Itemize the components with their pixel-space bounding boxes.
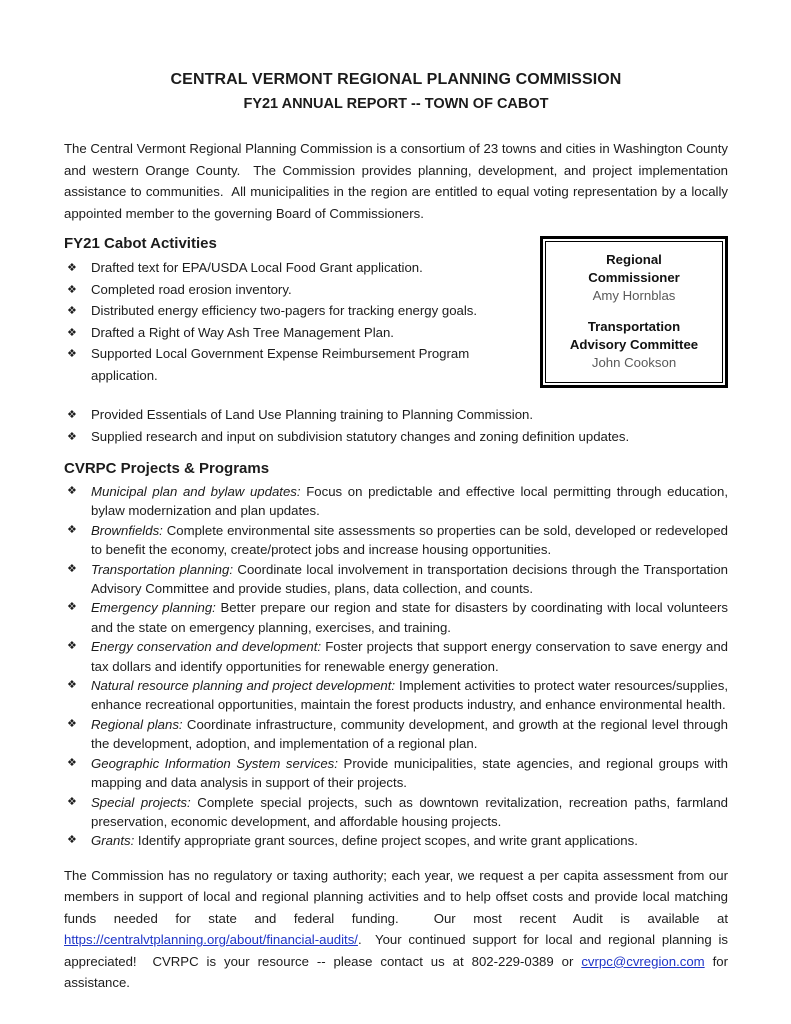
diamond-bullet-icon: ❖ bbox=[67, 600, 77, 614]
page-subtitle: FY21 ANNUAL REPORT -- TOWN OF CABOT bbox=[243, 96, 549, 112]
list-item bbox=[64, 482, 728, 521]
list-item bbox=[64, 754, 728, 793]
activities-section bbox=[64, 234, 728, 447]
closing-paragraph bbox=[64, 865, 728, 994]
closing-text-2: . Your continued support for local and regional planning is appreciated! CVRPC is your resource -- please contact us at 802-229-0389 or bbox=[64, 932, 728, 969]
activities-heading: FY21 Cabot Activities bbox=[64, 235, 217, 252]
list-item-lead: Transportation planning: bbox=[91, 561, 233, 577]
diamond-bullet-icon: ❖ bbox=[67, 261, 77, 274]
cvrpc-email-link[interactable]: cvrpc@cvregion.com bbox=[581, 953, 705, 969]
diamond-bullet-icon: ❖ bbox=[67, 484, 77, 497]
list-item-text: Identify appropriate grant sources, define project scopes, and write grant applications. bbox=[137, 833, 638, 849]
list-item-lead: Grants: bbox=[91, 833, 135, 849]
list-item-lead: Regional plans: bbox=[91, 716, 183, 732]
list-item-lead: Brownfields: bbox=[91, 522, 163, 538]
list-item-lead: Natural resource planning and project development: bbox=[91, 678, 396, 694]
list-item-lead: Special projects: bbox=[91, 794, 191, 810]
list-item bbox=[64, 322, 728, 344]
list-item bbox=[64, 257, 728, 279]
list-item-text: Drafted text for EPA/USDA Local Food Grant application. bbox=[91, 260, 423, 275]
diamond-bullet-icon: ❖ bbox=[67, 408, 77, 421]
list-item bbox=[64, 560, 728, 599]
diamond-bullet-icon: ❖ bbox=[67, 561, 77, 575]
list-item-text: Complete environmental site assessments so properties can be sold, developed or redeveloped to benefit the economy, create/protect jobs and increase housing opportunities. bbox=[91, 522, 728, 558]
list-item bbox=[64, 831, 728, 850]
list-item-text: Provided Essentials of Land Use Planning training to Planning Commission. bbox=[91, 407, 534, 422]
projects-list bbox=[64, 482, 728, 851]
list-item-text: Better prepare our region and state for disasters by coordinating with local volunteers and the state on emergency planning, exercises, and training. bbox=[91, 600, 728, 635]
page-title: CENTRAL VERMONT REGIONAL PLANNING COMMISSION bbox=[170, 71, 622, 88]
list-item-text: Foster projects that support energy conservation to save energy and tax dollars and identify opportunities for renewable energy generation. bbox=[91, 639, 729, 674]
list-item-text: Supplied research and input on subdivision statutory changes and zoning definition updates. bbox=[91, 428, 630, 444]
commissioner-role-label: Regional Commissioner bbox=[588, 252, 680, 285]
list-item-text: Complete special projects, such as downtown revitalization, recreation paths, farmland preservation, economic development, and affordable housing projects. bbox=[91, 794, 728, 829]
diamond-bullet-icon: ❖ bbox=[67, 755, 77, 769]
list-item bbox=[64, 676, 728, 715]
list-item-text: Supported Local Government Expense Reimbursement Program application. bbox=[91, 346, 470, 383]
list-item bbox=[64, 521, 728, 560]
list-item-text: Focus on predictable and effective local permitting through education, bylaw modernization and plan updates. bbox=[91, 484, 729, 519]
diamond-bullet-icon: ❖ bbox=[67, 282, 77, 296]
list-item-lead: Geographic Information System services: bbox=[91, 755, 338, 771]
list-item-text: Drafted a Right of Way Ash Tree Management Plan. bbox=[91, 324, 394, 340]
list-item-text: Distributed energy efficiency two-pagers for tracking energy goals. bbox=[91, 303, 478, 318]
diamond-bullet-icon: ❖ bbox=[67, 429, 77, 443]
diamond-bullet-icon: ❖ bbox=[67, 325, 77, 339]
list-item-text: Coordinate infrastructure, community development, and growth at the regional level through the development, adoption, and implementation of a regional plan. bbox=[91, 716, 728, 752]
projects-heading: CVRPC Projects & Programs bbox=[64, 460, 270, 477]
diamond-bullet-icon: ❖ bbox=[67, 347, 77, 360]
diamond-bullet-icon: ❖ bbox=[67, 678, 77, 692]
list-item-lead: Emergency planning: bbox=[91, 600, 216, 616]
tac-name: John Cookson bbox=[591, 355, 677, 370]
list-item bbox=[64, 343, 519, 386]
list-item-text: Implement activities to protect water resources/supplies, enhance recreational opportunities, maintain the forest products industry, and enhance environmental health. bbox=[91, 678, 728, 713]
list-item bbox=[64, 715, 728, 754]
financial-audits-link[interactable]: https://centralvtplanning.org/about/financial-audits/ bbox=[64, 932, 358, 948]
commissioner-name: Amy Hornblas bbox=[592, 288, 676, 303]
list-item bbox=[64, 598, 728, 637]
list-item-lead: Energy conservation and development: bbox=[91, 639, 322, 655]
list-item bbox=[64, 637, 728, 676]
diamond-bullet-icon: ❖ bbox=[67, 639, 77, 653]
list-item bbox=[64, 300, 728, 322]
diamond-bullet-icon: ❖ bbox=[67, 794, 77, 808]
projects-section bbox=[64, 459, 728, 851]
list-item bbox=[64, 426, 728, 448]
intro-paragraph: The Central Vermont Regional Planning Commission is a consortium of 23 towns and cities in Washington County and western Orange County. The Commission provides planning, development, and project implementation assistance to communities. All municipalities in the region are entitled to equal voting representation by a locally appointed member to the governing Board of Commissioners. bbox=[64, 141, 728, 221]
list-item-text: Completed road erosion inventory. bbox=[91, 281, 292, 297]
diamond-bullet-icon: ❖ bbox=[67, 716, 77, 730]
closing-text-1: The Commission has no regulatory or taxing authority; each year, we request a per capita assessment from our members in support of local and regional planning activities and to help offset costs and provide local matching funds needed for state and federal funding. Our most recent Audit is available at bbox=[64, 867, 728, 926]
list-item bbox=[64, 793, 728, 832]
list-item-text: Provide municipalities, state agencies, and regional groups with mapping and data analysis in support of their projects. bbox=[91, 755, 728, 791]
list-item-lead: Municipal plan and bylaw updates: bbox=[91, 484, 301, 499]
diamond-bullet-icon: ❖ bbox=[67, 522, 77, 536]
tac-role-label: Transportation Advisory Committee bbox=[569, 319, 699, 352]
list-item bbox=[64, 404, 728, 426]
list-item-text: Coordinate local involvement in transportation decisions through the Transportation Advisory Committee and provide studies, plans, data collection, and counts. bbox=[91, 561, 728, 597]
closing-text-3: for assistance. bbox=[64, 953, 728, 991]
diamond-bullet-icon: ❖ bbox=[67, 304, 77, 317]
diamond-bullet-icon: ❖ bbox=[67, 833, 77, 847]
list-item bbox=[64, 279, 728, 301]
